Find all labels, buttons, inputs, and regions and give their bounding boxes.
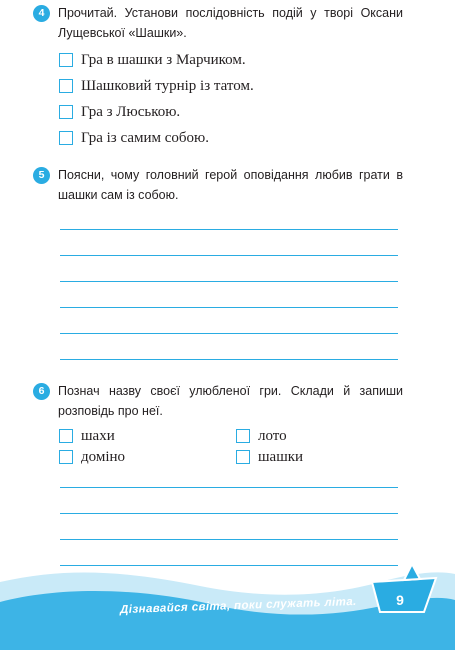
game-option[interactable] bbox=[59, 446, 125, 468]
option-label: Гра з Люською. bbox=[81, 103, 181, 120]
task-instruction: Поясни, чому головний герой оповідання любив грати в шашки сам із собою. bbox=[58, 168, 403, 202]
answer-checkbox[interactable] bbox=[236, 429, 250, 443]
answer-checkbox[interactable] bbox=[59, 131, 73, 145]
page-number: 9 bbox=[396, 592, 404, 608]
option-label: шашки bbox=[258, 448, 304, 465]
option-label: доміно bbox=[81, 448, 126, 465]
task-instruction: Прочитай. Установи послідовність подій у творі Оксани Лущевської «Шашки». bbox=[58, 6, 403, 40]
answer-checkbox[interactable] bbox=[59, 79, 73, 93]
answer-line[interactable] bbox=[60, 487, 398, 488]
option-label: Шашковий турнір із татом. bbox=[81, 77, 254, 94]
paper-boat-sail bbox=[404, 564, 420, 580]
game-option[interactable] bbox=[236, 425, 287, 447]
task-number-badge: 6 bbox=[33, 383, 50, 400]
sequence-option[interactable] bbox=[59, 75, 254, 97]
task-instruction: Познач назву своєї улюбленої гри. Склади й запиши розповідь про неї. bbox=[58, 384, 403, 418]
answer-checkbox[interactable] bbox=[59, 105, 73, 119]
answer-checkbox[interactable] bbox=[59, 429, 73, 443]
answer-line[interactable] bbox=[60, 229, 398, 230]
sequence-option[interactable] bbox=[59, 101, 180, 123]
sequence-option[interactable] bbox=[59, 127, 209, 149]
answer-checkbox[interactable] bbox=[59, 450, 73, 464]
sequence-option[interactable] bbox=[59, 49, 246, 71]
answer-line[interactable] bbox=[60, 333, 398, 334]
task-number-badge: 5 bbox=[33, 167, 50, 184]
answer-line[interactable] bbox=[60, 539, 398, 540]
answer-line[interactable] bbox=[60, 359, 398, 360]
answer-line[interactable] bbox=[60, 513, 398, 514]
footer-slogan: Дізнавайся світа, поки служать літа. bbox=[119, 595, 357, 617]
option-label: Гра із самим собою. bbox=[81, 129, 209, 146]
option-label: лото bbox=[258, 427, 287, 444]
answer-line[interactable] bbox=[60, 307, 398, 308]
option-label: шахи bbox=[81, 427, 115, 444]
game-option[interactable] bbox=[59, 425, 115, 447]
answer-line[interactable] bbox=[60, 281, 398, 282]
task-number-badge: 4 bbox=[33, 5, 50, 22]
option-label: Гра в шашки з Марчиком. bbox=[81, 51, 246, 68]
answer-checkbox[interactable] bbox=[59, 53, 73, 67]
answer-checkbox[interactable] bbox=[236, 450, 250, 464]
answer-line[interactable] bbox=[60, 255, 398, 256]
game-option[interactable] bbox=[236, 446, 303, 468]
